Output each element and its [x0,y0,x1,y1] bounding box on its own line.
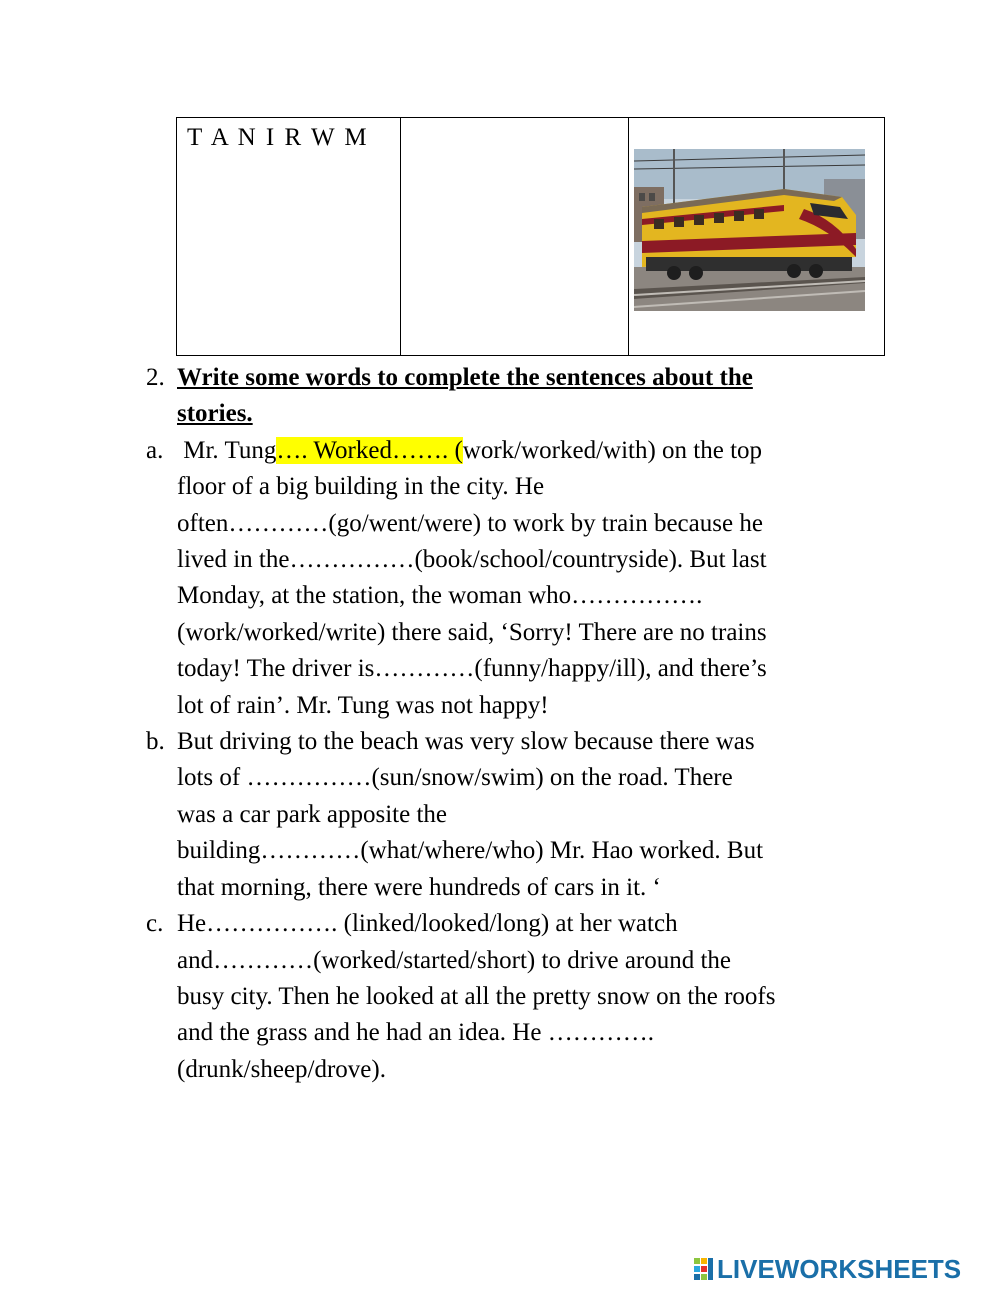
heading-line-1: Write some words to complete the sentences about the [177,364,753,391]
section-b-text: was a car park apposite the [177,800,448,828]
exercise-text [146,360,906,1088]
section-a-line-2 [146,469,906,505]
section-a-line-6 [146,615,906,651]
section-c-marker: c. [146,910,164,938]
section-b-line-1 [146,724,906,760]
heading-line-2: stories. [177,400,253,428]
section-a-text: today! The driver is…………(funny/happy/ill), and there’s [177,655,767,683]
train-locomotive-photo [634,149,865,311]
section-a-text: Monday, at the station, the woman who……………. [177,582,703,610]
answer-cell[interactable] [401,118,629,356]
section-a-text: often…………(go/went/were) to work by train because he [177,509,763,537]
section-b-marker: b. [146,728,165,756]
section-a-line-5 [146,578,906,614]
section-a-line-8 [146,688,906,724]
section-b-line-3 [146,797,906,833]
section-c-line-2 [146,943,906,979]
section-a-text: lot of rain’. Mr. Tung was not happy! [177,691,549,719]
section-b-line-4 [146,833,906,869]
section-a-line-3 [146,506,906,542]
scrambled-word-cell [177,118,401,356]
section-b-text: building…………(what/where/who) Mr. Hao worked. But [177,837,764,865]
section-b-line-5 [146,870,906,906]
section-c-line-3 [146,979,906,1015]
section-b-text: But driving to the beach was very slow because there was [177,728,755,756]
liveworksheets-logo[interactable] [694,1255,961,1283]
section-c-text: and…………(worked/started/short) to drive around the [177,946,732,974]
section-a-text: Mr. Tung [177,436,277,464]
section-b-text: lots of ……………(sun/snow/swim) on the road. There [177,764,733,792]
section-c-text: (drunk/sheep/drove). [177,1055,386,1083]
section-c-line-5 [146,1052,906,1088]
section-a-line-7 [146,651,906,687]
liveworksheets-logo-icon [694,1258,714,1280]
section-a-text: floor of a big building in the city. He [177,473,545,501]
section-c-text: He……………. (linked/looked/long) at her watch [177,910,678,938]
section-a-text: work/worked/with) on the top [462,436,763,464]
section-c-line-1 [146,906,906,942]
word-table [176,117,885,356]
section-c-text: busy city. Then he looked at all the pretty snow on the roofs [177,982,776,1010]
section-a-line-1 [146,433,906,469]
table-row [177,118,885,356]
section-a-marker: a. [146,436,164,464]
picture-cell [629,118,885,356]
exercise-heading [146,360,906,396]
section-a-line-4 [146,542,906,578]
scrambled-word: T A N I R W M [187,124,369,151]
section-a-text: lived in the……………(book/school/countryside). But last [177,546,767,574]
logo-text: LIVEWORKSHEETS [717,1253,962,1284]
section-b-line-2 [146,760,906,796]
section-a-text: (work/worked/write) there said, ‘Sorry! There are no trains [177,618,767,646]
section-b-text: that morning, there were hundreds of cars in it. ‘ [177,873,661,901]
section-c-text: and the grass and he had an idea. He …………. [177,1019,654,1047]
section-c-line-4 [146,1015,906,1051]
exercise-number: 2. [146,364,165,391]
exercise-heading-cont [146,396,906,432]
highlighted-answer[interactable]: …. Worked……. ( [276,436,463,464]
